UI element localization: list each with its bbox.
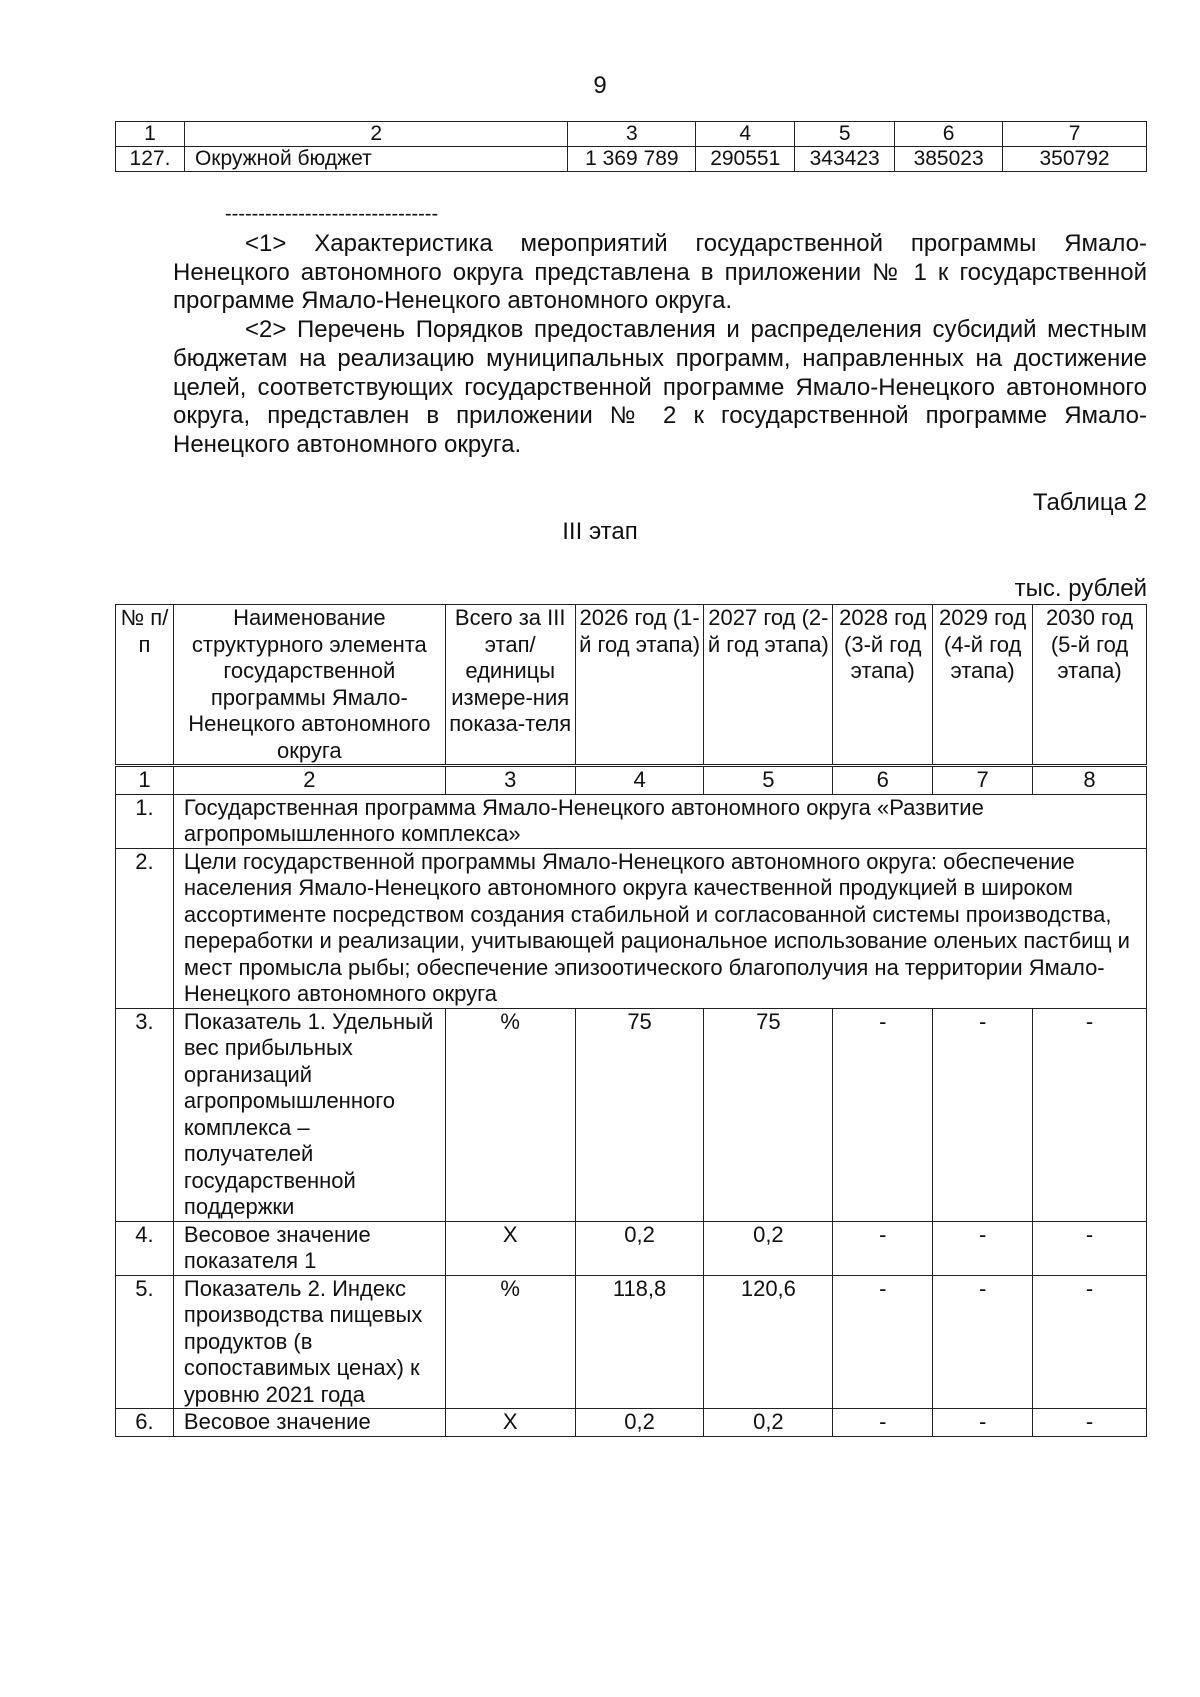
- column-number: 5: [704, 766, 833, 795]
- column-number: 4: [696, 122, 795, 147]
- table-row: [116, 147, 1147, 172]
- row-number: 4.: [116, 1221, 174, 1275]
- value-2028: -: [833, 1409, 933, 1437]
- footnote-1: <1> Характеристика мероприятий государственной программы Ямало-Ненецкого автономного округа представлена в приложении № 1 к государственной программе Ямало-Ненецкого автономного округа.: [173, 230, 1147, 315]
- value-2028: -: [833, 1221, 933, 1275]
- budget-value: 290551: [696, 147, 795, 172]
- column-number: 1: [116, 122, 185, 147]
- program-goals: Цели государственной программы Ямало-Ненецкого автономного округа: обеспечение населения Ямало-Ненецкого автономного округа качественной продукцией в широком ассортименте посредством создания стабильной и согласованной системы производства, переработки и реализации, учитывающей рациональное использование оленьих пастбищ и мест промысла рыбы; обеспечение эпизоотического благополучия на территории Ямало-Ненецкого автономного округа: [173, 848, 1146, 1008]
- indicator-unit: %: [445, 1275, 575, 1409]
- header-cell: 2026 год (1-й год этапа): [575, 605, 704, 766]
- indicator-name: Показатель 2. Индекс производства пищевых продуктов (в сопоставимых ценах) к уровню 2021 года: [173, 1275, 445, 1409]
- table-header-row: [116, 122, 1147, 147]
- budget-name: Окружной бюджет: [184, 147, 568, 172]
- value-2030: -: [1033, 1409, 1147, 1437]
- column-number: 7: [1003, 122, 1147, 147]
- header-cell: 2027 год (2-й год этапа): [704, 605, 833, 766]
- budget-value: 385023: [895, 147, 1003, 172]
- indicators-table: [115, 604, 1147, 1437]
- value-2030: -: [1033, 1008, 1147, 1221]
- indicator-unit: %: [445, 1008, 575, 1221]
- value-2027: 120,6: [704, 1275, 833, 1409]
- budget-value: 350792: [1003, 147, 1147, 172]
- table-row: [116, 794, 1147, 848]
- column-number: 5: [795, 122, 895, 147]
- column-number: 6: [833, 766, 933, 795]
- budget-value: 343423: [795, 147, 895, 172]
- row-number: 127.: [116, 147, 185, 172]
- units-label: тыс. рублей: [1014, 575, 1147, 602]
- value-2026: 0,2: [575, 1409, 704, 1437]
- program-title: Государственная программа Ямало-Ненецкого автономного округа «Развитие агропромышленного комплекса»: [173, 794, 1146, 848]
- indicator-name: Весовое значение показателя 1: [173, 1221, 445, 1275]
- stage-title: III этап: [562, 518, 638, 545]
- column-number: 4: [575, 766, 704, 795]
- row-number: 6.: [116, 1409, 174, 1437]
- column-number: 8: [1033, 766, 1147, 795]
- row-number: 3.: [116, 1008, 174, 1221]
- column-number: 3: [568, 122, 696, 147]
- value-2028: -: [833, 1275, 933, 1409]
- value-2027: 0,2: [704, 1221, 833, 1275]
- budget-total: 1 369 789: [568, 147, 696, 172]
- table-row: [116, 1008, 1147, 1221]
- value-2029: -: [933, 1409, 1033, 1437]
- footnote-separator: --------------------------------: [225, 203, 439, 225]
- row-number: 1.: [116, 794, 174, 848]
- budget-continuation-table: [115, 121, 1147, 172]
- header-cell: Наименование структурного элемента государственной программы Ямало-Ненецкого автономного округа: [173, 605, 445, 766]
- footnotes: [173, 230, 1147, 460]
- value-2026: 0,2: [575, 1221, 704, 1275]
- header-cell: 2029 год (4-й год этапа): [933, 605, 1033, 766]
- column-number: 6: [895, 122, 1003, 147]
- indicator-unit: Х: [445, 1409, 575, 1437]
- row-number: 5.: [116, 1275, 174, 1409]
- value-2026: 118,8: [575, 1275, 704, 1409]
- row-number: 2.: [116, 848, 174, 1008]
- column-number: 2: [173, 766, 445, 795]
- value-2027: 75: [704, 1008, 833, 1221]
- table-label: Таблица 2: [1032, 489, 1147, 516]
- table-row: [116, 1275, 1147, 1409]
- value-2029: -: [933, 1221, 1033, 1275]
- header-cell: № п/п: [116, 605, 174, 766]
- value-2028: -: [833, 1008, 933, 1221]
- value-2029: -: [933, 1275, 1033, 1409]
- value-2026: 75: [575, 1008, 704, 1221]
- value-2027: 0,2: [704, 1409, 833, 1437]
- column-number: 2: [184, 122, 568, 147]
- table-row: [116, 848, 1147, 1008]
- column-number: 7: [933, 766, 1033, 795]
- header-cell: Всего за III этап/ единицы измере-ния показа-теля: [445, 605, 575, 766]
- value-2030: -: [1033, 1221, 1147, 1275]
- column-number: 1: [116, 766, 174, 795]
- header-cell: 2030 год (5-й год этапа): [1033, 605, 1147, 766]
- indicator-unit: Х: [445, 1221, 575, 1275]
- value-2030: -: [1033, 1275, 1147, 1409]
- table-row: [116, 1409, 1147, 1437]
- indicator-name: Весовое значение: [173, 1409, 445, 1437]
- column-numbers-row: [116, 766, 1147, 795]
- page-number: 9: [593, 72, 607, 99]
- indicator-name: Показатель 1. Удельный вес прибыльных организаций агропромышленного комплекса – получателей государственной поддержки: [173, 1008, 445, 1221]
- value-2029: -: [933, 1008, 1033, 1221]
- table-row: [116, 1221, 1147, 1275]
- footnote-2: <2> Перечень Порядков предоставления и распределения субсидий местным бюджетам на реализацию муниципальных программ, направленных на достижение целей, соответствующих государственной программе Ямало-Ненецкого автономного округа, представлен в приложении № 2 к государственной программе Ямало-Ненецкого автономного округа.: [173, 316, 1147, 458]
- column-number: 3: [445, 766, 575, 795]
- table-header-row: [116, 605, 1147, 766]
- header-cell: 2028 год (3-й год этапа): [833, 605, 933, 766]
